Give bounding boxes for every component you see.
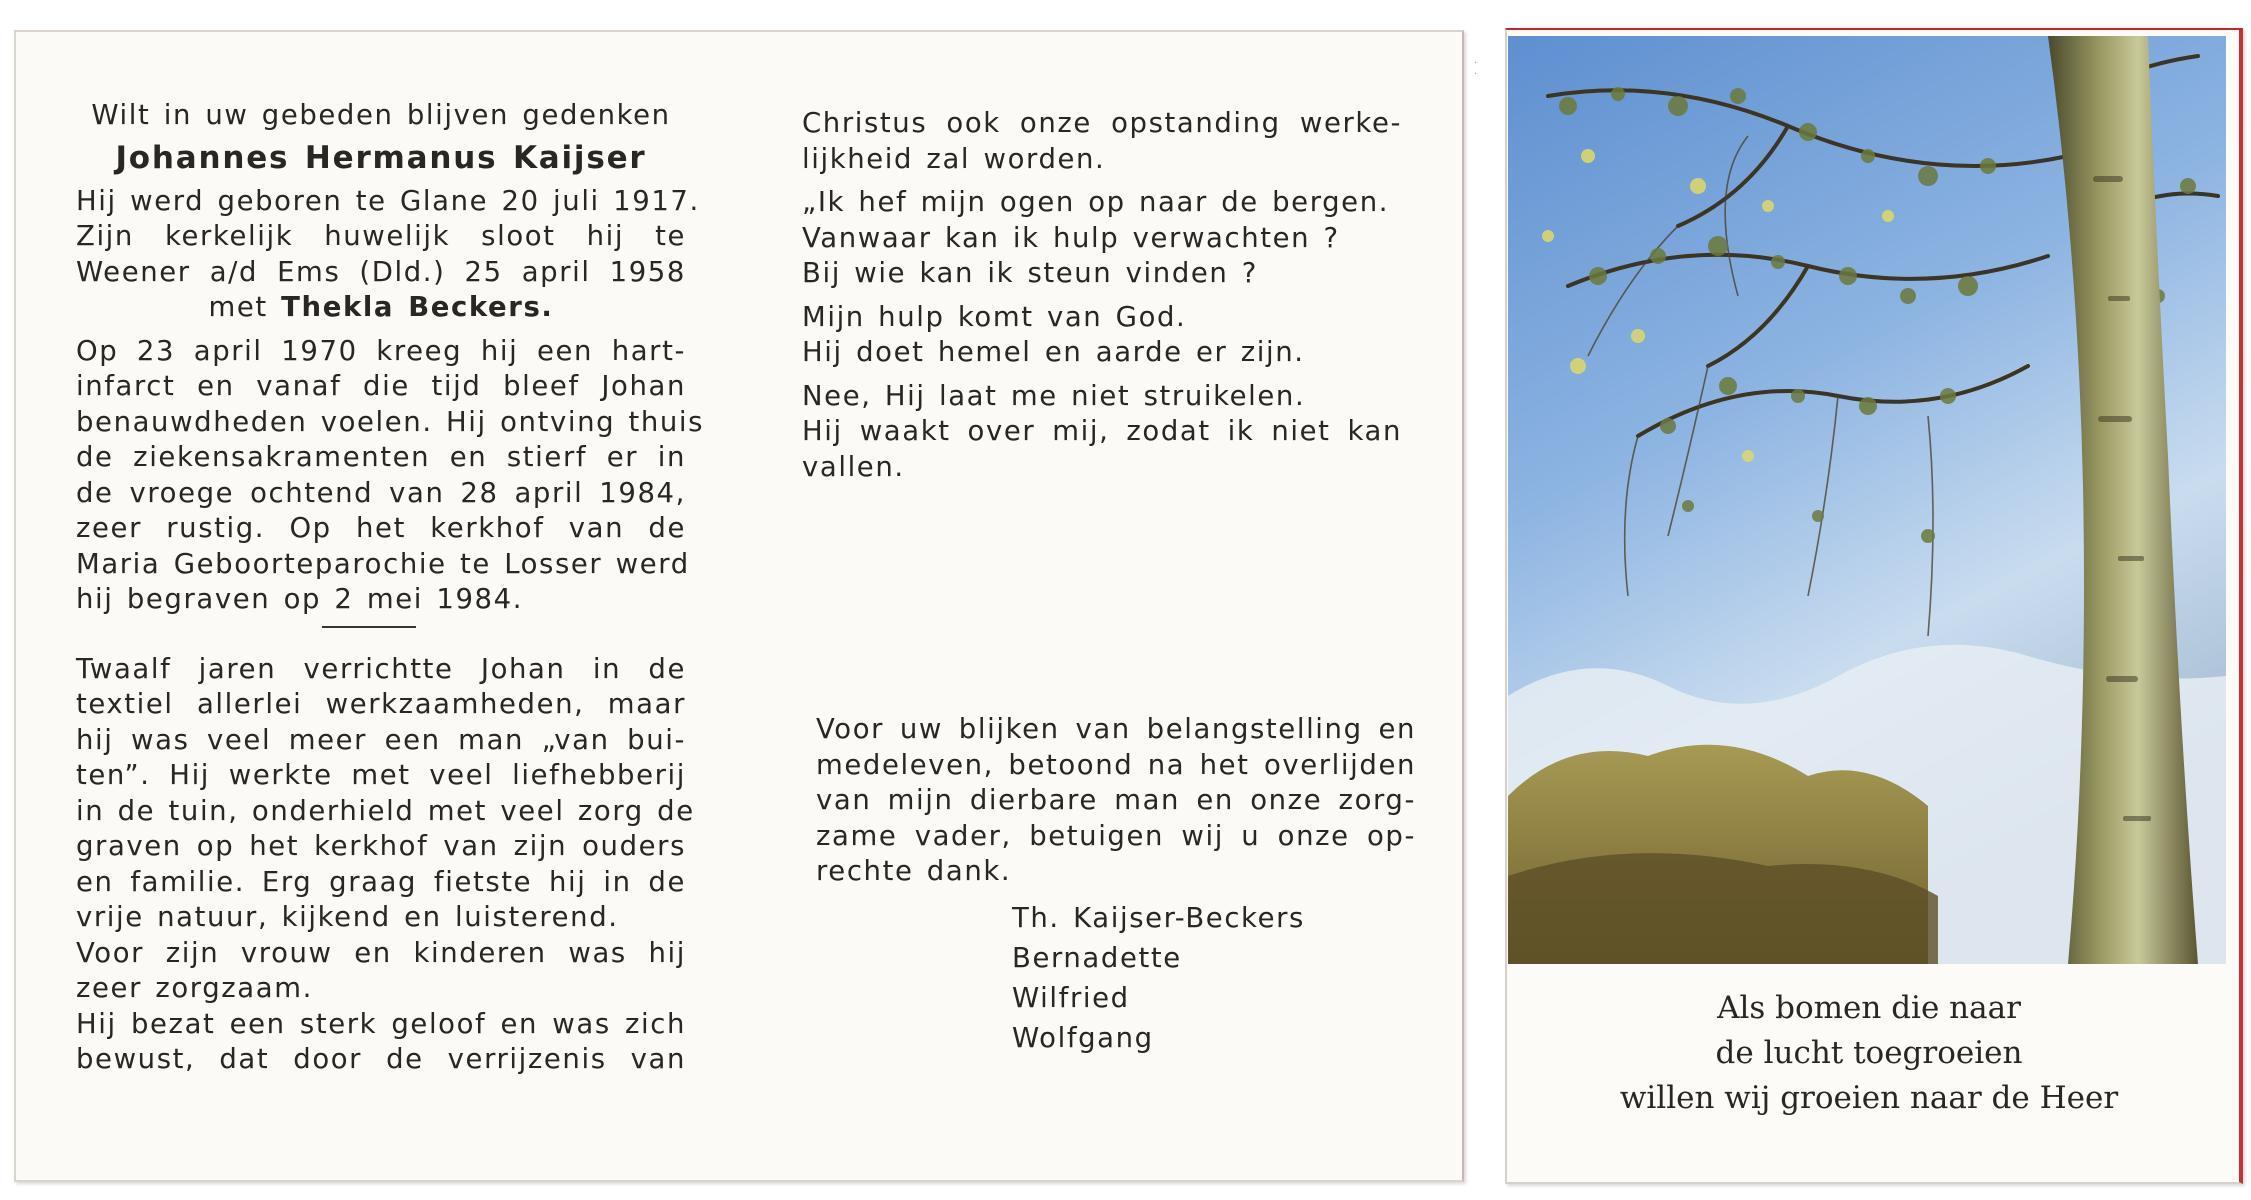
marriage-line-1: Zijn kerkelijk huwelijk sloot hij te <box>76 220 686 252</box>
paragraph-faith <box>76 1007 686 1078</box>
text-line: in de tuin, onderhield met veel zorg de <box>76 794 695 827</box>
intro-line: Wilt in uw gebeden blijven gedenken <box>91 99 671 131</box>
psalm-stanza-3 <box>802 379 1402 486</box>
middle-text-column <box>802 106 1402 485</box>
spouse-name: Thekla Beckers. <box>281 291 554 323</box>
tree-against-sky-illustration <box>1508 36 2226 964</box>
text-line: Twaalf jaren verrichtte Johan in de <box>76 652 686 685</box>
text-line: textiel allerlei werkzaamheden, maar <box>76 688 686 720</box>
birth-line: Hij werd geboren te Glane 20 juli 1917. <box>76 184 700 217</box>
paragraph-family <box>76 936 686 1007</box>
text-line: medeleven, betoond na het overlijden <box>816 748 1416 781</box>
verse <box>1510 986 2228 1121</box>
signature-widow: Th. Kaijser-Beckers <box>1012 901 1305 934</box>
text-line: Maria Geboorteparochie te Losser werd <box>76 547 690 580</box>
text-line: infarct en vanaf die tijd bleef Johan <box>76 370 686 402</box>
text-line: ten”. Hij werkte met veel liefhebberij <box>76 759 686 791</box>
fold-mark: · · <box>1474 58 1478 80</box>
spouse-line <box>76 290 686 326</box>
verse-line: de lucht toegroeien <box>1715 1035 2023 1071</box>
text-line: rechte dank. <box>816 855 1012 887</box>
psalm-line: „Ik hef mijn ogen op naar de bergen. <box>802 186 1390 218</box>
text-line: Hij bezat een sterk geloof en was zich <box>76 1007 686 1040</box>
psalm-stanza-1 <box>802 185 1402 292</box>
signatures <box>1012 898 1416 1058</box>
section-divider <box>322 626 416 628</box>
spouse-prefix: met <box>208 291 268 323</box>
psalm-line: vallen. <box>802 450 905 483</box>
marriage-line-2: Weener a/d Ems (Dld.) 25 april 1958 <box>76 255 686 288</box>
signature-child: Wilfried <box>1012 981 1130 1014</box>
text-line: Voor zijn vrouw en kinderen was hij <box>76 936 686 969</box>
text-line: Voor uw blijken van belangstelling en <box>816 713 1416 745</box>
psalm-stanza-2 <box>802 300 1402 371</box>
psalm-line: Mijn hulp komt van God. <box>802 300 1187 333</box>
psalm-line: Nee, Hij laat me niet struikelen. <box>802 379 1306 412</box>
signature-child: Wolfgang <box>1012 1021 1154 1054</box>
paragraph-resurrection <box>802 106 1402 177</box>
text-line: en familie. Erg graag fietste hij in de <box>76 865 686 898</box>
left-text-column <box>76 98 705 1078</box>
text-line: zame vader, betuigen wij u onze op- <box>816 819 1416 852</box>
psalm-line: Hij doet hemel en aarde er zijn. <box>802 336 1305 368</box>
verse-line: willen wij groeien naar de Heer <box>1619 1080 2119 1116</box>
text-line: graven op het kerkhof van zijn ouders <box>76 830 686 862</box>
thanks-column <box>816 712 1416 1058</box>
text-line: de vroege ochtend van 28 april 1984, <box>76 476 686 509</box>
text-line: Op 23 april 1970 kreeg hij een hart- <box>76 334 686 367</box>
tree-photo <box>1508 36 2226 964</box>
thanks-paragraph <box>816 712 1416 890</box>
text-line: vrije natuur, kijkend en luisterend. <box>76 901 619 933</box>
text-line: hij begraven op 2 mei 1984. <box>76 583 524 615</box>
text-line: lijkheid zal worden. <box>802 142 1106 175</box>
text-line: Christus ook onze opstanding werke- <box>802 107 1402 139</box>
psalm-line: Bij wie kan ik steun vinden ? <box>802 257 1258 289</box>
signature-child: Bernadette <box>1012 941 1182 974</box>
paragraph-illness <box>76 334 705 618</box>
deceased-name: Johannes Hermanus Kaijser <box>115 139 647 176</box>
psalm-line: Hij waakt over mij, zodat ik niet kan <box>802 415 1402 447</box>
text-line: van mijn dierbare man en onze zorg- <box>816 784 1416 816</box>
text-line: benauwdheden voelen. Hij ontving thuis <box>76 405 705 438</box>
psalm-line: Vanwaar kan ik hulp verwachten ? <box>802 221 1340 254</box>
text-line: zeer rustig. Op het kerkhof van de <box>76 512 686 544</box>
text-line: zeer zorgzaam. <box>76 972 313 1004</box>
text-line: hij was veel meer een man „van bui- <box>76 723 686 756</box>
paragraph-life <box>76 652 695 936</box>
text-line: de ziekensakramenten en stierf er in <box>76 441 686 473</box>
verse-line: Als bomen die naar <box>1717 990 2021 1026</box>
text-line: bewust, dat door de verrijzenis van <box>76 1043 686 1075</box>
